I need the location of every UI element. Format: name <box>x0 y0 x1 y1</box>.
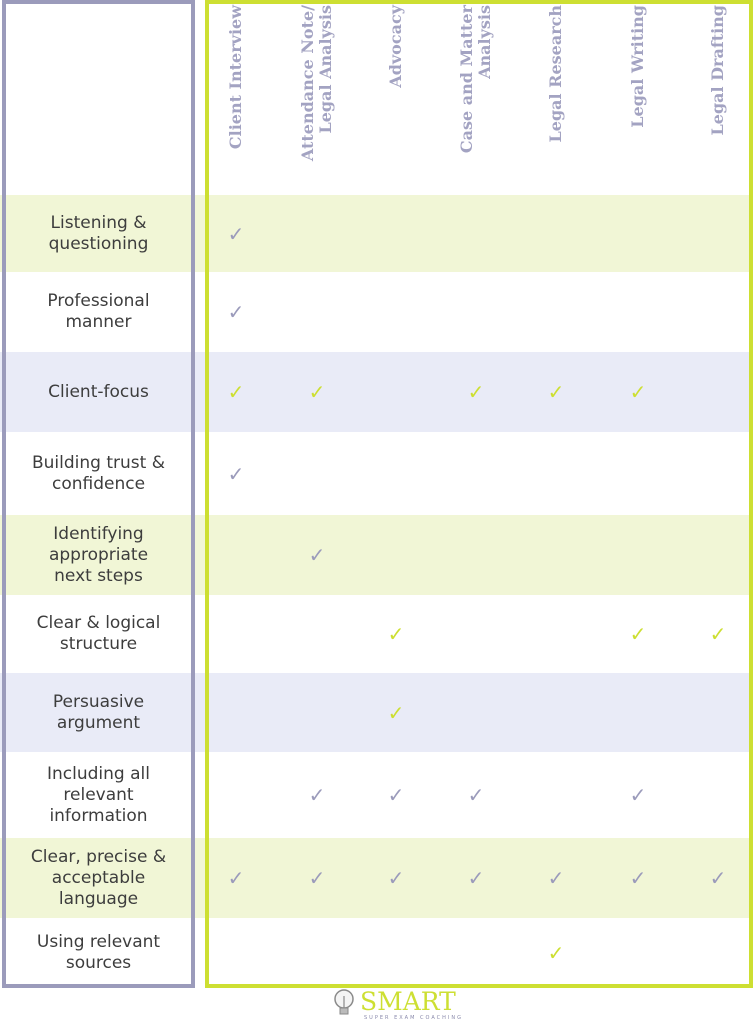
check-icon: ✓ <box>387 622 405 646</box>
check-icon: ✓ <box>308 783 326 807</box>
check-icon: ✓ <box>227 461 245 486</box>
check-icon: ✓ <box>547 941 565 965</box>
check-icon: ✓ <box>547 380 565 404</box>
column-header <box>227 5 245 180</box>
lightbulb-icon <box>335 990 353 1014</box>
column-header <box>629 5 647 180</box>
check-icon: ✓ <box>629 783 647 807</box>
row-label: Clear, precise & acceptable language <box>30 846 167 909</box>
check-icon: ✓ <box>629 622 647 646</box>
row-label: Using relevant sources <box>36 932 161 973</box>
check-icon: ✓ <box>467 866 485 890</box>
smart-logo <box>332 986 482 1022</box>
column-header-line: Client Interview <box>226 5 245 150</box>
row-label: Building trust & confidence <box>32 452 165 494</box>
column-header-line: Legal Writing <box>628 5 647 128</box>
check-icon: ✓ <box>308 866 326 890</box>
check-icon: ✓ <box>308 380 326 404</box>
check-icon: ✓ <box>467 783 485 807</box>
logo-name: SMART <box>360 987 456 1016</box>
column-header-line: Legal Analysis <box>316 5 335 134</box>
column-header <box>458 5 494 180</box>
check-icon: ✓ <box>547 866 565 890</box>
row-label: Including all relevant information <box>47 763 150 826</box>
column-header-line: Attendance Note/ <box>298 5 317 162</box>
column-header-line: Legal Research <box>546 5 565 143</box>
column-header-line: Analysis <box>475 5 494 79</box>
check-icon: ✓ <box>308 543 326 567</box>
check-icon: ✓ <box>227 221 245 246</box>
check-icon: ✓ <box>227 380 245 404</box>
check-icon: ✓ <box>387 700 405 725</box>
check-icon: ✓ <box>629 866 647 890</box>
row-label: Listening & questioning <box>48 212 149 254</box>
logo-tagline: SUPER EXAM COACHING <box>364 1015 463 1021</box>
check-icon: ✓ <box>387 866 405 890</box>
column-header-line: Advocacy <box>386 5 405 88</box>
check-icon: ✓ <box>227 866 245 890</box>
column-header-line: Legal Drafting <box>708 5 727 136</box>
row-label: Clear & logical structure <box>36 613 161 654</box>
column-header <box>709 5 727 180</box>
check-icon: ✓ <box>709 622 727 646</box>
column-header <box>547 5 565 180</box>
check-icon: ✓ <box>467 380 485 404</box>
row-label: Identifying appropriate next steps <box>48 523 149 586</box>
check-icon: ✓ <box>709 866 727 890</box>
check-icon: ✓ <box>227 300 245 324</box>
row-label: Client-focus <box>48 381 149 402</box>
row-label: Professional manner <box>47 291 150 332</box>
check-icon: ✓ <box>387 783 405 807</box>
column-header <box>387 5 405 180</box>
check-icon: ✓ <box>629 380 647 404</box>
row-label: Persuasive argument <box>52 691 145 733</box>
column-header-line: Case and Matter <box>457 5 476 154</box>
column-header <box>299 5 335 180</box>
